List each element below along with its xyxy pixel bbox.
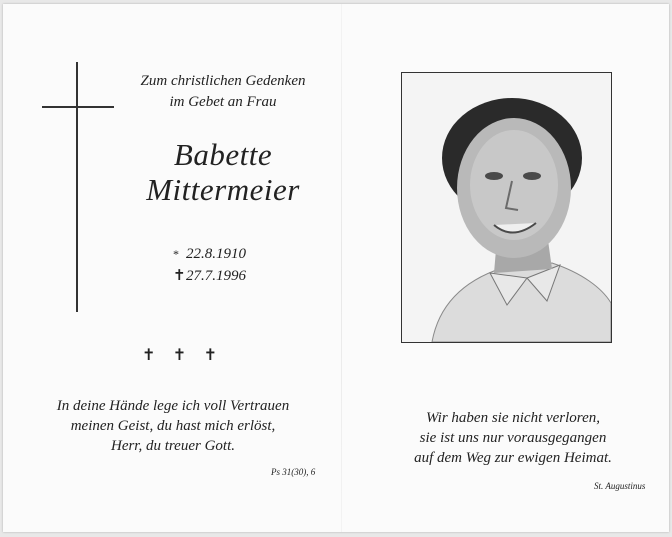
quote-line: Wir haben sie nicht verloren, <box>426 410 600 426</box>
psalm-line: In deine Hände lege ich voll Vertrauen <box>56 398 290 414</box>
first-name: Babette <box>173 137 273 172</box>
quote-line: auf dem Weg zur ewigen Heimat. <box>414 450 612 466</box>
small-cross-icon: ✝ <box>203 347 217 364</box>
birth-date-line <box>173 243 246 265</box>
small-cross-icon: ✝ <box>142 347 156 364</box>
death-cross-icon: ✝ <box>173 268 186 284</box>
life-dates <box>173 243 246 287</box>
intro-text <box>108 71 338 113</box>
cross-horizontal-bar <box>42 106 114 108</box>
birth-star-icon: * <box>173 247 179 261</box>
memorial-card <box>3 4 669 532</box>
cross-vertical-bar <box>76 62 78 312</box>
quote-line: sie ist uns nur vorausgegangen <box>419 430 607 446</box>
deceased-name <box>108 137 338 207</box>
augustine-quote <box>388 408 638 468</box>
death-date: 27.7.1996 <box>186 268 246 284</box>
psalm-line: meinen Geist, du hast mich erlöst, <box>70 418 276 434</box>
last-name: Mittermeier <box>146 172 300 207</box>
intro-line: Zum christlichen Gedenken <box>140 73 306 89</box>
portrait-photo <box>401 72 612 343</box>
portrait-photo-icon <box>402 73 611 342</box>
psalm-reference: Ps 31(30), 6 <box>271 467 316 477</box>
cross-ornament <box>142 345 217 365</box>
fold-line <box>341 4 342 532</box>
quote-attribution: St. Augustinus <box>594 481 646 491</box>
small-cross-icon: ✝ <box>172 347 187 364</box>
birth-date: 22.8.1910 <box>186 246 246 262</box>
death-date-line <box>173 265 246 287</box>
intro-line: im Gebet an Frau <box>169 94 277 110</box>
psalm-line: Herr, du treuer Gott. <box>110 438 236 454</box>
psalm-verse <box>33 396 313 456</box>
